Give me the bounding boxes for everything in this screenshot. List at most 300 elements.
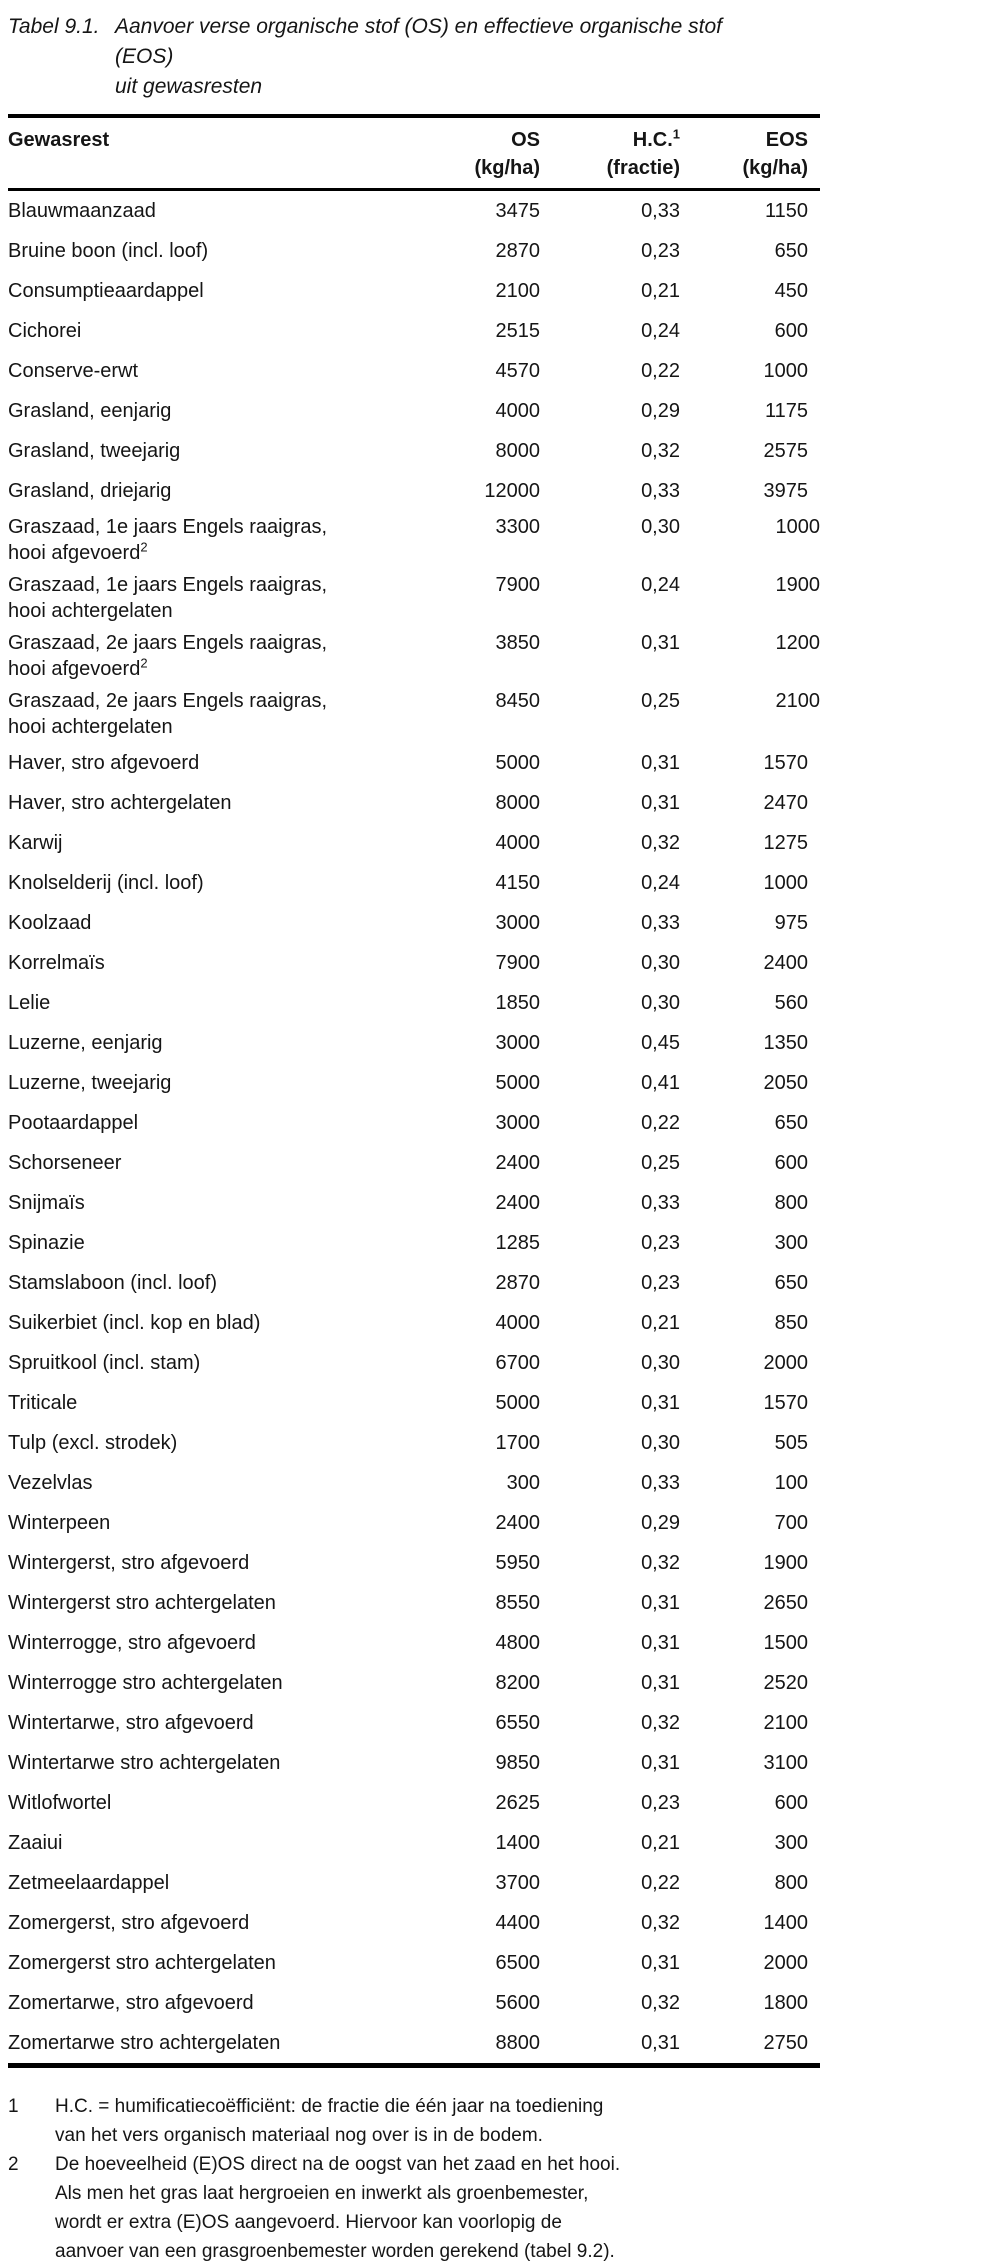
- table-row: [8, 2023, 820, 2066]
- crop-cell: [8, 1423, 416, 1463]
- eos-value: 560: [774, 992, 808, 1014]
- crop-cell: [8, 351, 416, 391]
- eos-value: 1200: [775, 632, 820, 654]
- eos-value: 300: [774, 1832, 808, 1854]
- eos-value: 100: [774, 1472, 808, 1494]
- os-value: 3475: [495, 200, 540, 222]
- crop-cell: [8, 627, 416, 685]
- crop-cell: [8, 685, 416, 743]
- crop-cell: [8, 1743, 416, 1783]
- os-value: 1850: [495, 992, 540, 1014]
- table-row: [8, 943, 820, 983]
- crop-name: Cichorei: [8, 320, 82, 342]
- table-title: [8, 12, 985, 102]
- footnote-item: [8, 2150, 985, 2266]
- header-row-names: [8, 116, 820, 154]
- hc-value: 0,31: [641, 1392, 680, 1414]
- table-row: [8, 1663, 820, 1703]
- crop-cell: [8, 511, 416, 569]
- crop-name: Graszaad, 1e jaars Engels raaigras,: [8, 574, 328, 596]
- crop-cell: [8, 471, 416, 511]
- table-row: [8, 1303, 820, 1343]
- os-value: 2625: [495, 1792, 540, 1814]
- os-value: 9850: [495, 1752, 540, 1774]
- crop-cell: [8, 903, 416, 943]
- eos-value: 2100: [775, 690, 820, 712]
- crop-name: Graszaad, 2e jaars Engels raaigras,: [8, 690, 328, 712]
- hc-value: 0,32: [641, 832, 680, 854]
- eos-value: 300: [774, 1232, 808, 1254]
- crop-cell: [8, 943, 416, 983]
- hc-value: 0,25: [641, 690, 680, 712]
- os-value: 8000: [495, 792, 540, 814]
- footnote-number: 2: [8, 2154, 19, 2175]
- table-row: [8, 1263, 820, 1303]
- hc-value: 0,33: [641, 1192, 680, 1214]
- eos-value: 850: [774, 1312, 808, 1334]
- hc-value: 0,30: [641, 952, 680, 974]
- crop-name: Conserve-erwt: [8, 360, 139, 382]
- eos-value: 650: [774, 240, 808, 262]
- col-header-gewasrest: Gewasrest: [8, 129, 110, 151]
- crop-name-line2: [8, 540, 416, 566]
- crop-name: Consumptieaardappel: [8, 280, 204, 302]
- crop-cell: [8, 1583, 416, 1623]
- hc-footnote-ref: 1: [672, 126, 680, 142]
- hc-value: 0,22: [641, 1112, 680, 1134]
- hc-value: 0,21: [641, 280, 680, 302]
- table-row: [8, 627, 820, 685]
- hc-value: 0,30: [641, 992, 680, 1014]
- crop-name: Winterrogge, stro afgevoerd: [8, 1632, 256, 1654]
- crop-cell: [8, 863, 416, 903]
- crop-name: Zomertarwe, stro afgevoerd: [8, 1992, 254, 2014]
- eos-value: 975: [774, 912, 808, 934]
- table-title-line1: Aanvoer verse organische stof (OS) en effectieve organische stof (EOS): [115, 15, 722, 68]
- eos-value: 600: [774, 320, 808, 342]
- os-value: 300: [506, 1472, 540, 1494]
- table-row: [8, 391, 820, 431]
- hc-value: 0,25: [641, 1152, 680, 1174]
- crop-residues-table: [8, 114, 820, 2068]
- os-value: 4800: [495, 1632, 540, 1654]
- os-value: 3850: [495, 632, 540, 654]
- crop-cell: [8, 1623, 416, 1663]
- hc-value: 0,33: [641, 480, 680, 502]
- eos-value: 800: [774, 1872, 808, 1894]
- col-unit-empty: [8, 154, 416, 190]
- os-value: 8550: [495, 1592, 540, 1614]
- crop-cell: [8, 1903, 416, 1943]
- hc-value: 0,31: [641, 752, 680, 774]
- os-value: 4400: [495, 1912, 540, 1934]
- crop-name: Wintergerst stro achtergelaten: [8, 1592, 276, 1614]
- table-header: [8, 116, 820, 190]
- hc-value: 0,23: [641, 1272, 680, 1294]
- eos-value: 600: [774, 1792, 808, 1814]
- table-row: [8, 1423, 820, 1463]
- os-value: 1285: [495, 1232, 540, 1254]
- table-row: [8, 1583, 820, 1623]
- crop-footnote-ref: 2: [140, 539, 148, 555]
- hc-value: 0,32: [641, 1712, 680, 1734]
- crop-name: Knolselderij (incl. loof): [8, 872, 204, 894]
- crop-name: Haver, stro afgevoerd: [8, 752, 200, 774]
- crop-cell: [8, 431, 416, 471]
- crop-name: Koolzaad: [8, 912, 92, 934]
- hc-value: 0,32: [641, 1992, 680, 2014]
- crop-line2-text: hooi achtergelaten: [8, 716, 173, 738]
- crop-cell: [8, 1343, 416, 1383]
- hc-value: 0,31: [641, 792, 680, 814]
- eos-value: 1570: [763, 752, 808, 774]
- table-row: [8, 511, 820, 569]
- eos-value: 2050: [763, 1072, 808, 1094]
- os-value: 6550: [495, 1712, 540, 1734]
- table-row: [8, 823, 820, 863]
- os-value: 2100: [495, 280, 540, 302]
- hc-value: 0,21: [641, 1832, 680, 1854]
- table-row: [8, 1903, 820, 1943]
- crop-name: Zaaiui: [8, 1832, 63, 1854]
- crop-cell: [8, 1943, 416, 1983]
- table-title-line2: uit gewasresten: [115, 75, 263, 98]
- crop-cell: [8, 311, 416, 351]
- table-row: [8, 231, 820, 271]
- os-value: 5000: [495, 1392, 540, 1414]
- eos-value: 1000: [763, 872, 808, 894]
- crop-name: Karwij: [8, 832, 63, 854]
- hc-value: 0,30: [641, 516, 680, 538]
- crop-cell: [8, 1663, 416, 1703]
- table-row: [8, 351, 820, 391]
- os-value: 7900: [495, 574, 540, 596]
- os-value: 5950: [495, 1552, 540, 1574]
- hc-value: 0,23: [641, 240, 680, 262]
- table-row: [8, 1063, 820, 1103]
- eos-value: 650: [774, 1112, 808, 1134]
- hc-value: 0,31: [641, 1632, 680, 1654]
- col-header-os: OS: [511, 129, 540, 151]
- os-value: 4570: [495, 360, 540, 382]
- os-value: 4150: [495, 872, 540, 894]
- eos-value: 1275: [763, 832, 808, 854]
- crop-cell: [8, 1303, 416, 1343]
- crop-line2-text: hooi achtergelaten: [8, 600, 173, 622]
- col-header-eos: EOS: [765, 129, 808, 151]
- table-row: [8, 1783, 820, 1823]
- os-value: 4000: [495, 832, 540, 854]
- footnote-text: H.C. = humificatiecoëfficiënt: de fractie die één jaar na toediening van het vers organisch materiaal nog over is in de bodem.: [55, 2096, 604, 2146]
- os-value: 6700: [495, 1352, 540, 1374]
- col-unit-os: (kg/ha): [474, 157, 540, 179]
- crop-name: Triticale: [8, 1392, 78, 1414]
- crop-name: Zomergerst stro achtergelaten: [8, 1952, 276, 1974]
- table-row: [8, 311, 820, 351]
- hc-value: 0,33: [641, 1472, 680, 1494]
- crop-cell: [8, 1223, 416, 1263]
- crop-line2-text: hooi afgevoerd: [8, 658, 141, 680]
- eos-value: 3975: [763, 480, 808, 502]
- crop-name: Lelie: [8, 992, 51, 1014]
- hc-value: 0,33: [641, 912, 680, 934]
- crop-cell: [8, 983, 416, 1023]
- os-value: 8000: [495, 440, 540, 462]
- crop-cell: [8, 783, 416, 823]
- os-value: 5000: [495, 752, 540, 774]
- hc-value: 0,24: [641, 320, 680, 342]
- eos-value: 2100: [763, 1712, 808, 1734]
- crop-cell: [8, 1783, 416, 1823]
- table-row: [8, 783, 820, 823]
- table-row: [8, 983, 820, 1023]
- crop-name-line2: [8, 598, 416, 624]
- table-row: [8, 569, 820, 627]
- crop-name: Tulp (excl. strodek): [8, 1432, 178, 1454]
- table-row: [8, 1183, 820, 1223]
- crop-name: Schorseneer: [8, 1152, 122, 1174]
- crop-cell: [8, 1503, 416, 1543]
- hc-value: 0,31: [641, 1952, 680, 1974]
- crop-cell: [8, 1143, 416, 1183]
- crop-cell: [8, 1263, 416, 1303]
- crop-name: Luzerne, eenjarig: [8, 1032, 163, 1054]
- os-value: 2870: [495, 240, 540, 262]
- crop-cell: [8, 1983, 416, 2023]
- eos-value: 1150: [764, 200, 808, 222]
- eos-value: 1500: [763, 1632, 808, 1654]
- table-row: [8, 1623, 820, 1663]
- hc-value: 0,31: [641, 1592, 680, 1614]
- crop-name-line2: [8, 656, 416, 682]
- table-row: [8, 1543, 820, 1583]
- crop-name: Haver, stro achtergelaten: [8, 792, 232, 814]
- hc-value: 0,22: [641, 360, 680, 382]
- hc-value: 0,24: [641, 872, 680, 894]
- eos-value: 1900: [763, 1552, 808, 1574]
- crop-cell: [8, 271, 416, 311]
- table-row: [8, 1743, 820, 1783]
- hc-value: 0,23: [641, 1232, 680, 1254]
- table-row: [8, 1103, 820, 1143]
- crop-name: Witlofwortel: [8, 1792, 112, 1814]
- table-row: [8, 1943, 820, 1983]
- hc-value: 0,23: [641, 1792, 680, 1814]
- table-row: [8, 271, 820, 311]
- crop-cell: [8, 1103, 416, 1143]
- table-row: [8, 743, 820, 783]
- eos-value: 2470: [763, 792, 808, 814]
- crop-footnote-ref: 2: [140, 655, 148, 671]
- table-row: [8, 431, 820, 471]
- crop-name: Vezelvlas: [8, 1472, 93, 1494]
- hc-value: 0,32: [641, 1912, 680, 1934]
- table-row: [8, 1223, 820, 1263]
- crop-cell: [8, 2023, 416, 2066]
- footnote-number: 1: [8, 2096, 19, 2117]
- os-value: 7900: [495, 952, 540, 974]
- os-value: 5600: [495, 1992, 540, 2014]
- os-value: 3000: [495, 1112, 540, 1134]
- os-value: 8450: [495, 690, 540, 712]
- crop-cell: [8, 1823, 416, 1863]
- os-value: 2515: [495, 320, 540, 342]
- table-row: [8, 1023, 820, 1063]
- eos-value: 1900: [775, 574, 820, 596]
- crop-name: Bruine boon (incl. loof): [8, 240, 209, 262]
- eos-value: 1000: [763, 360, 808, 382]
- eos-value: 2400: [763, 952, 808, 974]
- crop-name: Zomergerst, stro afgevoerd: [8, 1912, 250, 1934]
- table-row: [8, 471, 820, 511]
- eos-value: 2000: [763, 1352, 808, 1374]
- col-header-hc: [540, 116, 680, 154]
- hc-value: 0,29: [641, 400, 680, 422]
- crop-cell: [8, 823, 416, 863]
- hc-value: 0,24: [641, 574, 680, 596]
- hc-value: 0,30: [641, 1352, 680, 1374]
- crop-name: Suikerbiet (incl. kop en blad): [8, 1312, 261, 1334]
- os-value: 4000: [495, 400, 540, 422]
- crop-cell: [8, 1183, 416, 1223]
- crop-name: Wintertarwe, stro afgevoerd: [8, 1712, 254, 1734]
- eos-value: 1400: [763, 1912, 808, 1934]
- crop-name: Wintergerst, stro afgevoerd: [8, 1552, 250, 1574]
- table-title-text: [115, 12, 735, 102]
- hc-value: 0,41: [641, 1072, 680, 1094]
- crop-cell: [8, 569, 416, 627]
- table-row: [8, 1383, 820, 1423]
- table-row: [8, 1983, 820, 2023]
- hc-value: 0,29: [641, 1512, 680, 1534]
- eos-value: 2650: [763, 1592, 808, 1614]
- crop-cell: [8, 1023, 416, 1063]
- table-row: [8, 1863, 820, 1903]
- os-value: 5000: [495, 1072, 540, 1094]
- hc-value: 0,22: [641, 1872, 680, 1894]
- eos-value: 3100: [763, 1752, 808, 1774]
- os-value: 2400: [495, 1152, 540, 1174]
- table-row: [8, 1823, 820, 1863]
- hc-value: 0,31: [641, 2032, 680, 2054]
- crop-name: Wintertarwe stro achtergelaten: [8, 1752, 281, 1774]
- crop-name: Graszaad, 1e jaars Engels raaigras,: [8, 516, 328, 538]
- hc-value: 0,31: [641, 632, 680, 654]
- crop-cell: [8, 190, 416, 232]
- os-value: 2400: [495, 1512, 540, 1534]
- crop-name: Stamslaboon (incl. loof): [8, 1272, 217, 1294]
- crop-name: Spruitkool (incl. stam): [8, 1352, 201, 1374]
- crop-name: Spinazie: [8, 1232, 85, 1254]
- crop-cell: [8, 1863, 416, 1903]
- os-value: 1400: [495, 1832, 540, 1854]
- eos-value: 700: [774, 1512, 808, 1534]
- table-row: [8, 863, 820, 903]
- os-value: 2400: [495, 1192, 540, 1214]
- crop-name: Winterpeen: [8, 1512, 111, 1534]
- eos-value: 505: [774, 1432, 808, 1454]
- crop-name: Graszaad, 2e jaars Engels raaigras,: [8, 632, 328, 654]
- table-row: [8, 190, 820, 232]
- hc-value: 0,30: [641, 1432, 680, 1454]
- os-value: 8200: [495, 1672, 540, 1694]
- crop-name: Korrelmaïs: [8, 952, 105, 974]
- os-value: 3700: [495, 1872, 540, 1894]
- os-value: 2870: [495, 1272, 540, 1294]
- os-value: 4000: [495, 1312, 540, 1334]
- table-row: [8, 1143, 820, 1183]
- os-value: 12000: [484, 480, 540, 502]
- crop-name: Zetmeelaardappel: [8, 1872, 170, 1894]
- eos-value: 1800: [763, 1992, 808, 2014]
- footnote-item: [8, 2092, 985, 2150]
- eos-value: 1350: [763, 1032, 808, 1054]
- table-title-label: Tabel 9.1.: [8, 15, 100, 38]
- table-row: [8, 1463, 820, 1503]
- eos-value: 2750: [763, 2032, 808, 2054]
- col-unit-eos: (kg/ha): [742, 157, 808, 179]
- table-body: [8, 190, 820, 2066]
- os-value: 1700: [495, 1432, 540, 1454]
- eos-value: 2520: [763, 1672, 808, 1694]
- hc-value: 0,21: [641, 1312, 680, 1334]
- hc-value: 0,45: [641, 1032, 680, 1054]
- crop-name: Grasland, eenjarig: [8, 400, 172, 422]
- eos-value: 1000: [775, 516, 820, 538]
- crop-name: Luzerne, tweejarig: [8, 1072, 172, 1094]
- eos-value: 1175: [764, 400, 808, 422]
- eos-value: 800: [774, 1192, 808, 1214]
- table-row: [8, 903, 820, 943]
- table-row: [8, 1503, 820, 1543]
- crop-name: Pootaardappel: [8, 1112, 139, 1134]
- hc-value: 0,32: [641, 440, 680, 462]
- eos-value: 650: [774, 1272, 808, 1294]
- crop-name: Grasland, driejarig: [8, 480, 172, 502]
- crop-name: Winterrogge stro achtergelaten: [8, 1672, 283, 1694]
- os-value: 3000: [495, 912, 540, 934]
- crop-cell: [8, 1063, 416, 1103]
- os-value: 8800: [495, 2032, 540, 2054]
- crop-cell: [8, 1383, 416, 1423]
- eos-value: 2000: [763, 1952, 808, 1974]
- crop-name: Grasland, tweejarig: [8, 440, 181, 462]
- eos-value: 600: [774, 1152, 808, 1174]
- crop-name: Blauwmaanzaad: [8, 200, 156, 222]
- header-row-units: [8, 154, 820, 190]
- table-row: [8, 1703, 820, 1743]
- crop-line2-text: hooi afgevoerd: [8, 542, 141, 564]
- col-unit-hc: (fractie): [606, 157, 680, 179]
- hc-value: 0,31: [641, 1672, 680, 1694]
- hc-value: 0,31: [641, 1752, 680, 1774]
- crop-cell: [8, 743, 416, 783]
- crop-cell: [8, 1703, 416, 1743]
- crop-cell: [8, 1543, 416, 1583]
- table-row: [8, 685, 820, 743]
- os-value: 3000: [495, 1032, 540, 1054]
- os-value: 3300: [495, 516, 540, 538]
- footnote-text: De hoeveelheid (E)OS direct na de oogst van het zaad en het hooi. Als men het gras laat hergroeien en inwerkt als groenbemester, wordt er extra (E)OS aangevoerd. Hiervoor kan voorlopig de aanvoer van een grasgroenbemester worden gerekend (tabel 9.2).: [55, 2154, 621, 2262]
- crop-name-line2: [8, 714, 416, 740]
- hc-value: 0,32: [641, 1552, 680, 1574]
- crop-cell: [8, 391, 416, 431]
- crop-name: Zomertarwe stro achtergelaten: [8, 2032, 281, 2054]
- eos-value: 450: [774, 280, 808, 302]
- hc-value: 0,33: [641, 200, 680, 222]
- crop-cell: [8, 1463, 416, 1503]
- table-row: [8, 1343, 820, 1383]
